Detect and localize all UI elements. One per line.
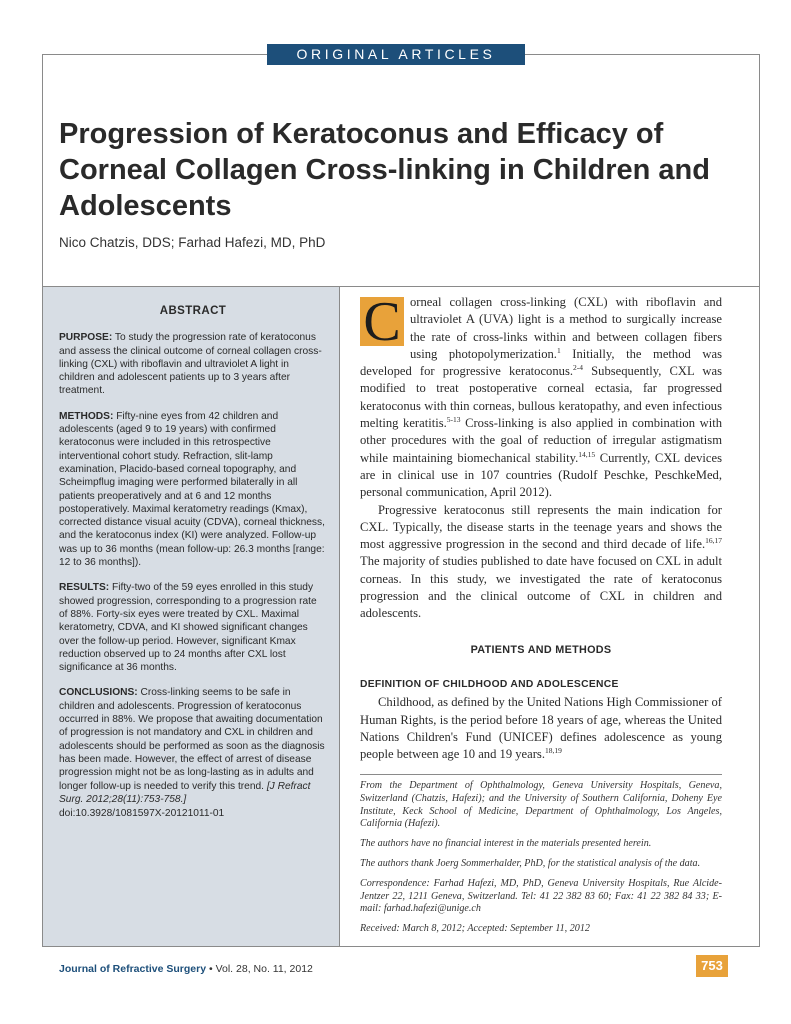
journal-name: Journal of Refractive Surgery: [59, 963, 207, 975]
reference-marker: 18,19: [544, 745, 562, 755]
abstract-panel: [43, 287, 340, 946]
abstract-methods: [59, 410, 327, 570]
reference-marker: 5-13: [446, 414, 461, 424]
body-text: Initially, the method was developed for progressive keratoconus.: [360, 346, 722, 379]
page-number: 753: [696, 955, 728, 977]
reference-marker: 1: [556, 345, 561, 355]
intro-paragraph-1: [360, 291, 723, 502]
author-list: Nico Chatzis, DDS; Farhad Hafezi, MD, PhD: [59, 235, 326, 250]
subsection-heading: DEFINITION OF CHILDHOOD AND ADOLESCENCE: [360, 678, 619, 690]
financial-interest-note: The authors have no financial interest in the materials presented herein.: [360, 838, 652, 850]
footnote-divider: [360, 774, 722, 775]
acknowledgment-note: The authors thank Joerg Sommerhalder, PhD, for the statistical analysis of the data.: [360, 857, 701, 869]
reference-marker: 16,17: [705, 535, 722, 545]
correspondence-note: Correspondence: Farhad Hafezi, MD, PhD, Geneva University Hospitals, Rue Alcide-Jentzer 22, 1211 Geneva, Switzerland. Tel: 41 22 382 83 60; Fax: 41 22 382 84 33; E-mail: farhad.hafezi@unige.ch: [360, 877, 722, 915]
drop-cap: C: [360, 297, 404, 346]
body-text: Progressive keratoconus still represents the main indication for CXL. Typically, the disease starts in the teenage years and shows the most aggressive progression in the second and third decade of life.: [360, 502, 722, 552]
reference-marker: 14,15: [578, 449, 596, 459]
body-text: Currently, CXL devices are in clinical use in 107 countries (Rudolf Peschke, PeschkeMed, personal communication, April 2012).: [360, 450, 723, 500]
results-label: RESULTS:: [59, 582, 110, 594]
body-text: orneal collagen cross-linking (CXL) with riboflavin and ultraviolet A (UVA) light is a method to surgically increase the rate of cross-links within and between collagen fibers using photopolymerization.: [410, 295, 722, 361]
purpose-label: PURPOSE:: [59, 332, 113, 344]
abstract-conclusions: [59, 686, 327, 806]
section-heading: PATIENTS AND METHODS: [470, 643, 612, 656]
abstract-purpose: [59, 331, 327, 397]
abstract-content: [59, 305, 327, 832]
footnotes: [360, 780, 722, 943]
body-text: Cross-linking is also applied in combination with other procedures with the goal of reduction of irregular astigmatism while maintaining biomechanical stability.: [360, 416, 722, 465]
article-body: [360, 291, 723, 763]
footer-bullet: •: [208, 963, 213, 975]
citation: [J Refract Surg. 2012;28(11):753-758.]: [59, 780, 311, 805]
section-banner: ORIGINAL ARTICLES: [267, 44, 525, 65]
conclusions-text: Cross-linking seems to be safe in children and adolescents. Progression of keratoconus occurred in 88%. We propose that awaiting documentation of progression is not mandatory and CXL in children and adolescents should be performed as soon as the diagnosis has been made. However, the effect of arrest of disease progression might not be as long-lasting as in adults and longer follow-up is needed to verify this trend.: [59, 687, 325, 792]
body-text: Childhood, as defined by the United Nations High Commissioner of Human Rights, is the period before 18 years of age, whereas the United Nations Children's Fund (UNICEF) defines adolescence as young people between age 10 and 19 years.: [360, 695, 722, 762]
affiliation-note: From the Department of Ophthalmology, Geneva University Hospitals, Geneva, Switzerland (Chatzis, Hafezi); and the University of Southern California, Doheny Eye Institute, Keck School of Medicine, Department of Ophthalmology, Los Angeles, California (Hafezi).: [360, 780, 722, 830]
results-text: Fifty-two of the 59 eyes enrolled in this study showed progression, corresponding to a progression rate of 88%. Forty-six eyes were treated by CXL. Maximal keratometry, CDVA, and KI showed significant changes over the follow-up period. However, significant Kmax reduction observed up to 24 months after CXL lost significance at 36 months.: [59, 582, 317, 674]
body-text: Subsequently, CXL was modified to treat postoperative corneal ectasia, far progressed keratoconus with thin corneas, bullous keratopathy, and even infectious melting keratitis.: [360, 364, 722, 431]
frame-top-rule-left: [42, 54, 267, 55]
journal-issue: Vol. 28, No. 11, 2012: [215, 963, 313, 975]
purpose-text: To study the progression rate of keratoconus and assess the clinical outcome of corneal collagen cross-linking (CXL) with riboflavin and ultraviolet A light in children and adolescent patients up to 3 years after treatment.: [59, 332, 322, 397]
definition-paragraph: [360, 694, 722, 763]
abstract-heading: ABSTRACT: [159, 305, 227, 317]
abstract-results: [59, 581, 327, 674]
received-date-note: Received: March 8, 2012; Accepted: September 11, 2012: [360, 923, 590, 935]
page-footer: [59, 963, 313, 975]
methods-label: METHODS:: [59, 410, 114, 422]
article-title: Progression of Keratoconus and Efficacy of Corneal Collagen Cross-linking in Children and Adolescents: [59, 118, 710, 222]
body-text: The majority of studies published to date have focused on CXL in adult corneas. In this study, we investigated the rate of keratoconus progression and the clinical outcome of CXL in children and adolescents.: [360, 554, 722, 621]
frame-top-rule-right: [525, 54, 759, 55]
intro-paragraph-2: [360, 502, 722, 623]
doi: doi:10.3928/1081597X-20121011-01: [59, 808, 225, 820]
conclusions-label: CONCLUSIONS:: [59, 687, 138, 699]
reference-marker: 2-4: [573, 363, 583, 372]
methods-text: Fifty-nine eyes from 42 children and adolescents (aged 9 to 19 years) with confirmed keratoconus were included in this retrospective interventional cohort study. Refraction, slit-lamp examination, Placido-based corneal topography, and Scheimpflug imaging were performed bilaterally in all patients preoperatively and at 6 and 12 months postoperatively. Maximal keratometry readings (Kmax), corrected distance visual acuity (CDVA), corneal thickness, and the keratoconus index (KI) were analyzed. Follow-up was up to 36 months (mean follow-up: 26.3 months [range: 12 to 36 months]).: [59, 410, 325, 569]
